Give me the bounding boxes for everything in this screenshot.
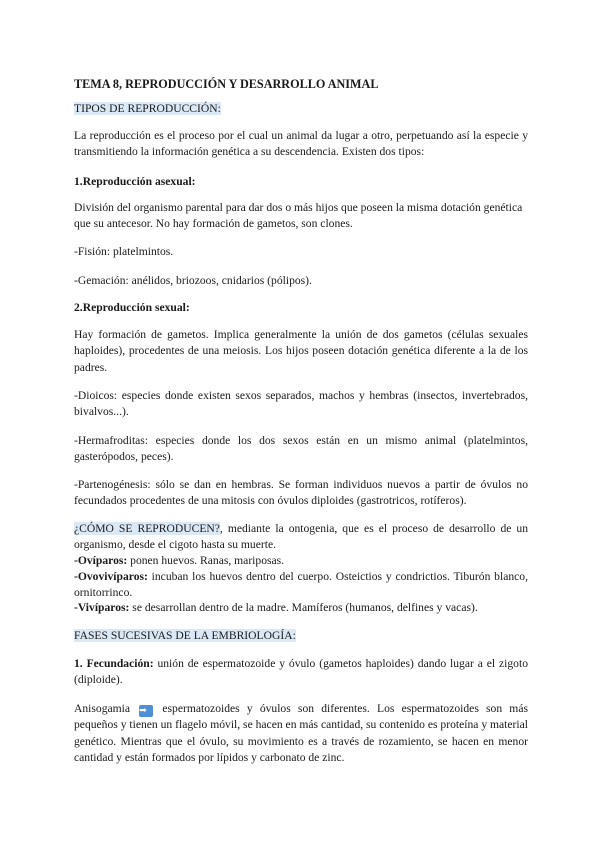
fecundacion-label: 1. Fecundación: <box>74 657 154 670</box>
como-paragraph <box>74 521 528 554</box>
ovoviviparos-item <box>74 569 528 602</box>
viviparos-label: -Vivíparos: <box>74 601 130 614</box>
partenogenesis-item: -Partenogénesis: sólo se dan en hembras. Se forman individuos nuevos a partir de óvulos no fecundados procedentes de una mitosis con óvulos diploides (gastrotricos, rotíferos). <box>74 478 528 508</box>
oviparos-item <box>74 553 528 569</box>
dioicos-item: -Dioicos: especies donde existen sexos separados, machos y hembras (insectos, invertebrados, bivalvos...). <box>74 389 528 419</box>
viviparos-text: se desarrollan dentro de la madre. Mamíferos (humanos, delfines y vacas). <box>129 601 478 614</box>
anisogamia-label: Anisogamia <box>74 702 131 715</box>
section-heading-tipos-text: TIPOS DE REPRODUCCIÓN: <box>74 102 221 115</box>
intro-paragraph: La reproducción es el proceso por el cual un animal da lugar a otro, perpetuando así la especie y transmitiendo la información genética a su descendencia. Existen dos tipos: <box>74 129 528 159</box>
oviparos-text: ponen huevos. Ranas, mariposas. <box>127 554 285 567</box>
arrow-right-icon: ➡ <box>139 705 153 717</box>
fecundacion-text: unión de espermatozoide y óvulo (gametos haploides) dando lugar a el zigoto (diploide). <box>74 657 528 687</box>
page-title: TEMA 8, REPRODUCCIÓN Y DESARROLLO ANIMAL <box>74 77 379 91</box>
anisogamia-paragraph <box>74 701 528 767</box>
hermafroditas-item: -Hermafroditas: especies donde los dos sexos están en un mismo animal (platelmintos, gasterópodos, peces). <box>74 434 528 464</box>
sexual-heading: 2.Reproducción sexual: <box>74 301 190 314</box>
ovoviviparos-text: incuban los huevos dentro del cuerpo. Osteictios y condrictios. Tiburón blanco, ornitorrinco. <box>74 570 528 600</box>
fision-item: -Fisión: platelmintos. <box>74 245 174 258</box>
viviparos-item <box>74 600 528 616</box>
fecundacion-paragraph <box>74 656 528 689</box>
section-heading-fases-text: FASES SUCESIVAS DE LA EMBRIOLOGÍA: <box>74 629 296 642</box>
ovoviviparos-label: -Ovovivíparos: <box>74 570 148 583</box>
section-heading-fases <box>74 628 528 644</box>
oviparos-label: -Ovíparos: <box>74 554 128 567</box>
asexual-heading: 1.Reproducción asexual: <box>74 175 196 188</box>
section-heading-tipos <box>74 101 528 117</box>
como-text: , mediante la ontogenia, que es el proceso de desarrollo de un organismo, desde el cigoto hasta su muerte. <box>74 522 528 552</box>
gemacion-item: -Gemación: anélidos, briozoos, cnidarios (pólipos). <box>74 274 312 287</box>
anisogamia-text: espermatozoides y óvulos son diferentes. Los espermatozoides son más pequeños y tienen un flagelo móvil, se hacen en más cantidad, su contenido es proteína y material genético. Mientras que el óvulo, su movimiento es a través de rozamiento, se hacen en menor cantidad y están formados por lípidos y carbonato de zinc. <box>74 702 528 765</box>
como-question: ¿CÓMO SE REPRODUCEN? <box>74 522 220 535</box>
asexual-description: División del organismo parental para dar dos o más hijos que poseen la misma dotación genética que su antecesor. No hay formación de gametos, son clones. <box>74 201 523 231</box>
sexual-description: Hay formación de gametos. Implica generalmente la unión de dos gametos (células sexuales haploides), procedentes de una meiosis. Los hijos poseen dotación genética diferente a la de los padres. <box>74 328 528 374</box>
